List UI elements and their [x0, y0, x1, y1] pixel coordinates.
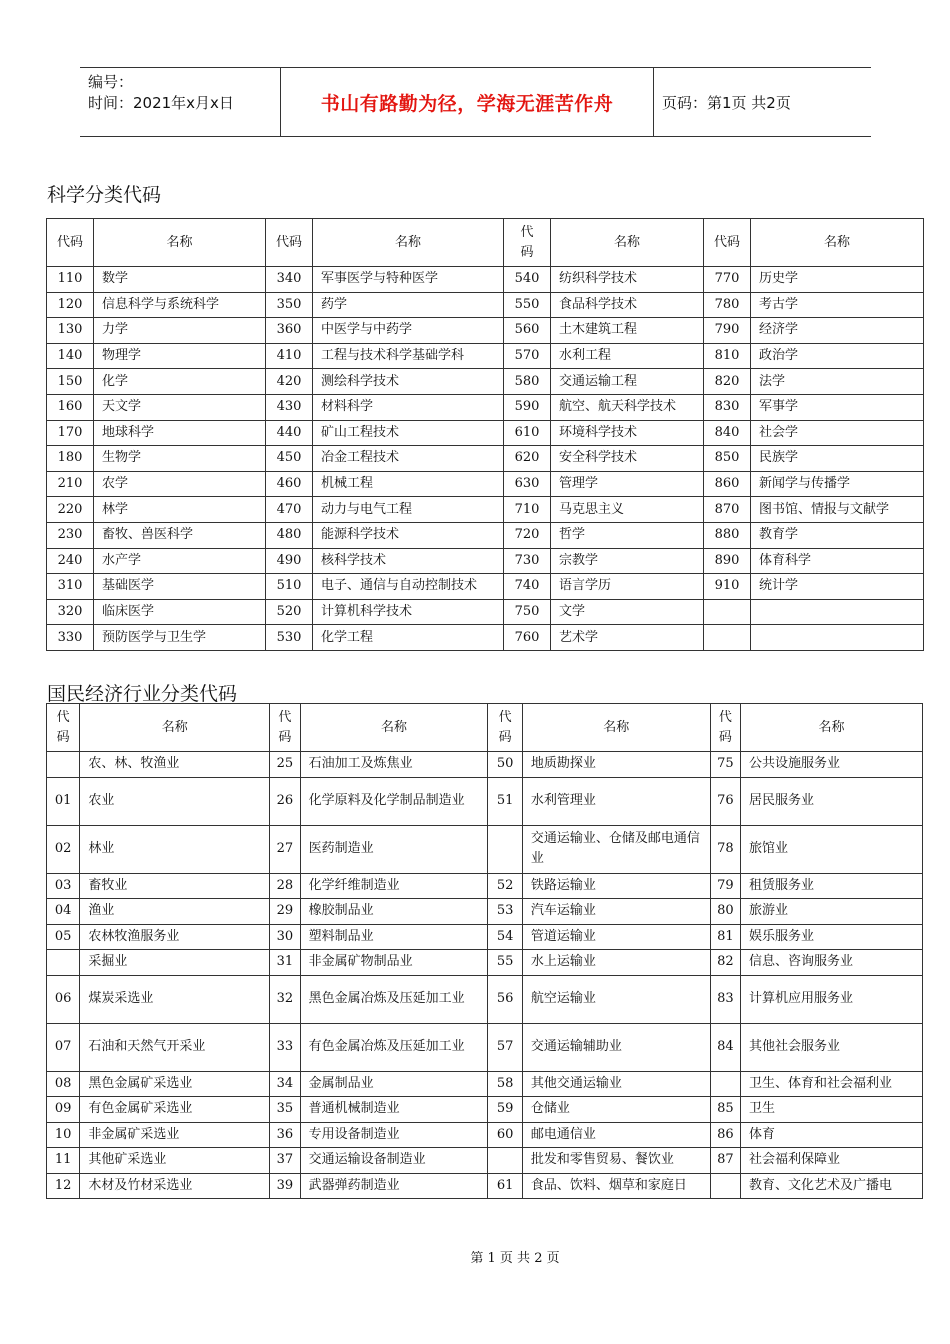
- code-cell: 12: [47, 1173, 80, 1199]
- name-cell: 核科学技术: [313, 548, 504, 574]
- name-cell: 租赁服务业: [741, 873, 923, 899]
- name-cell: 娱乐服务业: [741, 924, 923, 950]
- name-cell: 艺术学: [551, 625, 704, 651]
- code-cell: 530: [266, 625, 313, 651]
- header-name: 名称: [80, 704, 270, 752]
- name-cell: 工程与技术科学基础学科: [313, 343, 504, 369]
- table-row: [47, 497, 924, 523]
- name-cell: 航空运输业: [522, 975, 710, 1023]
- code-cell: 130: [47, 318, 94, 344]
- code-cell: 10: [47, 1122, 80, 1148]
- code-cell: 54: [488, 924, 522, 950]
- name-cell: 邮电通信业: [522, 1122, 710, 1148]
- name-cell: 医药制造业: [300, 825, 488, 873]
- code-cell: 56: [488, 975, 522, 1023]
- code-cell: 60: [488, 1122, 522, 1148]
- header-meta: [80, 68, 281, 136]
- industry-code-table: [46, 703, 923, 1199]
- code-cell: 340: [266, 267, 313, 293]
- name-cell: 统计学: [751, 574, 924, 600]
- code-cell: 06: [47, 975, 80, 1023]
- code-cell: 59: [488, 1097, 522, 1123]
- header-name: 名称: [94, 219, 266, 267]
- name-cell: 管理学: [551, 471, 704, 497]
- code-cell: 52: [488, 873, 522, 899]
- code-cell: 04: [47, 899, 80, 925]
- code-cell: [704, 625, 751, 651]
- number-label: 编号：: [88, 73, 134, 91]
- name-cell: 水利管理业: [522, 777, 710, 825]
- table-row: [47, 522, 924, 548]
- header-name: 名称: [300, 704, 488, 752]
- name-cell: 非金属矿物制品业: [300, 950, 488, 976]
- name-cell: 批发和零售贸易、餐饮业: [522, 1148, 710, 1174]
- name-cell: 中医学与中药学: [313, 318, 504, 344]
- code-cell: 86: [710, 1122, 740, 1148]
- name-cell: 水产学: [94, 548, 266, 574]
- code-cell: 11: [47, 1148, 80, 1174]
- name-cell: 有色金属冶炼及压延加工业: [300, 1023, 488, 1071]
- code-cell: 28: [270, 873, 300, 899]
- name-cell: 信息、咨询服务业: [741, 950, 923, 976]
- code-cell: 570: [504, 343, 551, 369]
- code-cell: 39: [270, 1173, 300, 1199]
- name-cell: 卫生: [741, 1097, 923, 1123]
- code-cell: 520: [266, 599, 313, 625]
- name-cell: 武器弹药制造业: [300, 1173, 488, 1199]
- code-cell: 750: [504, 599, 551, 625]
- code-cell: 630: [504, 471, 551, 497]
- table-row: [47, 318, 924, 344]
- code-cell: 81: [710, 924, 740, 950]
- name-cell: 卫生、体育和社会福利业: [741, 1071, 923, 1097]
- name-cell: 纺织科学技术: [551, 267, 704, 293]
- name-cell: 农、林、牧渔业: [80, 752, 270, 778]
- table-row: [47, 899, 923, 925]
- code-cell: 230: [47, 522, 94, 548]
- name-cell: 食品科学技术: [551, 292, 704, 318]
- code-cell: [710, 1173, 740, 1199]
- table-row: [47, 394, 924, 420]
- code-cell: 09: [47, 1097, 80, 1123]
- table-row: [47, 548, 924, 574]
- code-cell: 210: [47, 471, 94, 497]
- table-row: [47, 752, 923, 778]
- code-cell: 85: [710, 1097, 740, 1123]
- code-cell: 53: [488, 899, 522, 925]
- code-cell: 320: [47, 599, 94, 625]
- code-cell: 850: [704, 446, 751, 472]
- code-cell: 790: [704, 318, 751, 344]
- code-cell: 29: [270, 899, 300, 925]
- name-cell: 政治学: [751, 343, 924, 369]
- name-cell: 公共设施服务业: [741, 752, 923, 778]
- name-cell: 水上运输业: [522, 950, 710, 976]
- header-code: 代 码: [710, 704, 740, 752]
- name-cell: 宗教学: [551, 548, 704, 574]
- name-cell: 旅游业: [741, 899, 923, 925]
- name-cell: 交通运输辅助业: [522, 1023, 710, 1071]
- code-cell: 490: [266, 548, 313, 574]
- table-row: [47, 873, 923, 899]
- name-cell: [751, 599, 924, 625]
- name-cell: 新闻学与传播学: [751, 471, 924, 497]
- name-cell: 测绘科学技术: [313, 369, 504, 395]
- table-row: [47, 343, 924, 369]
- name-cell: 冶金工程技术: [313, 446, 504, 472]
- name-cell: 管道运输业: [522, 924, 710, 950]
- code-cell: 110: [47, 267, 94, 293]
- name-cell: 民族学: [751, 446, 924, 472]
- name-cell: 采掘业: [80, 950, 270, 976]
- name-cell: [751, 625, 924, 651]
- code-cell: 02: [47, 825, 80, 873]
- name-cell: 其他交通运输业: [522, 1071, 710, 1097]
- name-cell: 社会福利保障业: [741, 1148, 923, 1174]
- code-cell: 150: [47, 369, 94, 395]
- table-row: [47, 924, 923, 950]
- table-row: [47, 574, 924, 600]
- name-cell: 交通运输设备制造业: [300, 1148, 488, 1174]
- code-cell: 51: [488, 777, 522, 825]
- table-row: [47, 369, 924, 395]
- code-cell: 80: [710, 899, 740, 925]
- code-cell: 470: [266, 497, 313, 523]
- code-cell: 830: [704, 394, 751, 420]
- header-code: 代 码: [504, 219, 551, 267]
- name-cell: 橡胶制品业: [300, 899, 488, 925]
- name-cell: 渔业: [80, 899, 270, 925]
- table-header-row: [47, 704, 923, 752]
- table-row: [47, 777, 923, 825]
- name-cell: 能源科学技术: [313, 522, 504, 548]
- table-row: [47, 446, 924, 472]
- header-name: 名称: [551, 219, 704, 267]
- code-cell: 440: [266, 420, 313, 446]
- name-cell: 石油加工及炼焦业: [300, 752, 488, 778]
- name-cell: 物理学: [94, 343, 266, 369]
- code-cell: 08: [47, 1071, 80, 1097]
- code-cell: 34: [270, 1071, 300, 1097]
- code-cell: 760: [504, 625, 551, 651]
- code-cell: 880: [704, 522, 751, 548]
- code-cell: 460: [266, 471, 313, 497]
- name-cell: 基础医学: [94, 574, 266, 600]
- name-cell: 旅馆业: [741, 825, 923, 873]
- name-cell: 地质勘探业: [522, 752, 710, 778]
- header-page-label: 页码：第1页 共2页: [662, 93, 791, 112]
- name-cell: 林业: [80, 825, 270, 873]
- table-row: [47, 625, 924, 651]
- name-cell: 哲学: [551, 522, 704, 548]
- code-cell: 890: [704, 548, 751, 574]
- document-header: [80, 67, 871, 137]
- code-cell: 810: [704, 343, 751, 369]
- name-cell: 居民服务业: [741, 777, 923, 825]
- code-cell: 330: [47, 625, 94, 651]
- table-row: [47, 1071, 923, 1097]
- name-cell: 食品、饮料、烟草和家庭日: [522, 1173, 710, 1199]
- code-cell: 220: [47, 497, 94, 523]
- header-code: 代码: [704, 219, 751, 267]
- code-cell: 310: [47, 574, 94, 600]
- code-cell: 160: [47, 394, 94, 420]
- code-cell: 87: [710, 1148, 740, 1174]
- table-row: [47, 1173, 923, 1199]
- code-cell: 480: [266, 522, 313, 548]
- table-row: [47, 1122, 923, 1148]
- table-row: [47, 471, 924, 497]
- name-cell: 动力与电气工程: [313, 497, 504, 523]
- code-cell: 79: [710, 873, 740, 899]
- table-row: [47, 975, 923, 1023]
- code-cell: 27: [270, 825, 300, 873]
- code-cell: 30: [270, 924, 300, 950]
- name-cell: 安全科学技术: [551, 446, 704, 472]
- name-cell: 社会学: [751, 420, 924, 446]
- name-cell: 畜牧、兽医科学: [94, 522, 266, 548]
- code-cell: 83: [710, 975, 740, 1023]
- table-row: [47, 1148, 923, 1174]
- name-cell: 仓储业: [522, 1097, 710, 1123]
- code-cell: 26: [270, 777, 300, 825]
- name-cell: 军事医学与特种医学: [313, 267, 504, 293]
- code-cell: 55: [488, 950, 522, 976]
- code-cell: 35: [270, 1097, 300, 1123]
- name-cell: 其他社会服务业: [741, 1023, 923, 1071]
- table-row: [47, 1023, 923, 1071]
- code-cell: 620: [504, 446, 551, 472]
- code-cell: 240: [47, 548, 94, 574]
- code-cell: 910: [704, 574, 751, 600]
- page-footer: 第 1 页 共 2 页: [470, 1251, 560, 1266]
- name-cell: 考古学: [751, 292, 924, 318]
- name-cell: 力学: [94, 318, 266, 344]
- name-cell: 机械工程: [313, 471, 504, 497]
- code-cell: 580: [504, 369, 551, 395]
- code-cell: 860: [704, 471, 751, 497]
- table-row: [47, 1097, 923, 1123]
- name-cell: 军事学: [751, 394, 924, 420]
- code-cell: 410: [266, 343, 313, 369]
- code-cell: 01: [47, 777, 80, 825]
- name-cell: 计算机科学技术: [313, 599, 504, 625]
- name-cell: 文学: [551, 599, 704, 625]
- code-cell: 78: [710, 825, 740, 873]
- code-cell: 05: [47, 924, 80, 950]
- name-cell: 航空、航天科学技术: [551, 394, 704, 420]
- science-code-table: [46, 218, 924, 651]
- code-cell: 430: [266, 394, 313, 420]
- code-cell: 450: [266, 446, 313, 472]
- code-cell: 57: [488, 1023, 522, 1071]
- name-cell: 数学: [94, 267, 266, 293]
- name-cell: 木材及竹材采选业: [80, 1173, 270, 1199]
- code-cell: 84: [710, 1023, 740, 1071]
- table-row: [47, 825, 923, 873]
- code-cell: 510: [266, 574, 313, 600]
- name-cell: 体育科学: [751, 548, 924, 574]
- code-cell: 770: [704, 267, 751, 293]
- table-row: [47, 950, 923, 976]
- code-cell: 33: [270, 1023, 300, 1071]
- name-cell: 农业: [80, 777, 270, 825]
- code-cell: [47, 950, 80, 976]
- code-cell: 710: [504, 497, 551, 523]
- name-cell: 交通运输工程: [551, 369, 704, 395]
- code-cell: 61: [488, 1173, 522, 1199]
- name-cell: 教育学: [751, 522, 924, 548]
- name-cell: 教育、文化艺术及广播电: [741, 1173, 923, 1199]
- code-cell: [488, 825, 522, 873]
- name-cell: 农学: [94, 471, 266, 497]
- name-cell: 体育: [741, 1122, 923, 1148]
- name-cell: 药学: [313, 292, 504, 318]
- name-cell: 农林牧渔服务业: [80, 924, 270, 950]
- name-cell: 林学: [94, 497, 266, 523]
- code-cell: 32: [270, 975, 300, 1023]
- code-cell: 550: [504, 292, 551, 318]
- header-name: 名称: [522, 704, 710, 752]
- code-cell: 58: [488, 1071, 522, 1097]
- table-row: [47, 292, 924, 318]
- name-cell: 专用设备制造业: [300, 1122, 488, 1148]
- name-cell: 信息科学与系统科学: [94, 292, 266, 318]
- name-cell: 预防医学与卫生学: [94, 625, 266, 651]
- code-cell: [704, 599, 751, 625]
- name-cell: 有色金属矿采选业: [80, 1097, 270, 1123]
- name-cell: 天文学: [94, 394, 266, 420]
- name-cell: 金属制品业: [300, 1071, 488, 1097]
- header-code: 代 码: [488, 704, 522, 752]
- name-cell: 化学纤维制造业: [300, 873, 488, 899]
- code-cell: 870: [704, 497, 751, 523]
- code-cell: [47, 752, 80, 778]
- code-cell: 07: [47, 1023, 80, 1071]
- code-cell: 420: [266, 369, 313, 395]
- table-row: [47, 420, 924, 446]
- name-cell: 煤炭采选业: [80, 975, 270, 1023]
- name-cell: 化学原料及化学制品制造业: [300, 777, 488, 825]
- code-cell: 740: [504, 574, 551, 600]
- name-cell: 石油和天然气开采业: [80, 1023, 270, 1071]
- name-cell: 马克思主义: [551, 497, 704, 523]
- code-cell: 590: [504, 394, 551, 420]
- name-cell: 矿山工程技术: [313, 420, 504, 446]
- name-cell: 汽车运输业: [522, 899, 710, 925]
- name-cell: 图书馆、情报与文献学: [751, 497, 924, 523]
- name-cell: 其他矿采选业: [80, 1148, 270, 1174]
- section-title-science-codes: 科学分类代码: [47, 184, 162, 206]
- name-cell: 化学: [94, 369, 266, 395]
- name-cell: 交通运输业、仓储及邮电通信业: [522, 825, 710, 873]
- name-cell: 计算机应用服务业: [741, 975, 923, 1023]
- time-label: 时间：2021年x月x日: [88, 94, 234, 112]
- name-cell: 化学工程: [313, 625, 504, 651]
- header-code: 代 码: [47, 704, 80, 752]
- name-cell: 黑色金属冶炼及压延加工业: [300, 975, 488, 1023]
- code-cell: 360: [266, 318, 313, 344]
- code-cell: 610: [504, 420, 551, 446]
- section-title-industry-codes: 国民经济行业分类代码: [47, 683, 238, 705]
- name-cell: 黑色金属矿采选业: [80, 1071, 270, 1097]
- code-cell: 140: [47, 343, 94, 369]
- code-cell: 180: [47, 446, 94, 472]
- code-cell: 560: [504, 318, 551, 344]
- code-cell: 780: [704, 292, 751, 318]
- code-cell: 350: [266, 292, 313, 318]
- name-cell: 塑料制品业: [300, 924, 488, 950]
- code-cell: 720: [504, 522, 551, 548]
- code-cell: 76: [710, 777, 740, 825]
- code-cell: 37: [270, 1148, 300, 1174]
- table-row: [47, 267, 924, 293]
- code-cell: 120: [47, 292, 94, 318]
- header-code: 代 码: [270, 704, 300, 752]
- code-cell: 50: [488, 752, 522, 778]
- name-cell: 法学: [751, 369, 924, 395]
- name-cell: 环境科学技术: [551, 420, 704, 446]
- name-cell: 铁路运输业: [522, 873, 710, 899]
- code-cell: 840: [704, 420, 751, 446]
- name-cell: 临床医学: [94, 599, 266, 625]
- header-code: 代码: [266, 219, 313, 267]
- code-cell: 820: [704, 369, 751, 395]
- name-cell: 历史学: [751, 267, 924, 293]
- name-cell: 土木建筑工程: [551, 318, 704, 344]
- name-cell: 语言学历: [551, 574, 704, 600]
- header-name: 名称: [313, 219, 504, 267]
- header-name: 名称: [741, 704, 923, 752]
- code-cell: 170: [47, 420, 94, 446]
- code-cell: 36: [270, 1122, 300, 1148]
- table-row: [47, 599, 924, 625]
- code-cell: 31: [270, 950, 300, 976]
- code-cell: 25: [270, 752, 300, 778]
- name-cell: 经济学: [751, 318, 924, 344]
- header-name: 名称: [751, 219, 924, 267]
- header-code: 代码: [47, 219, 94, 267]
- name-cell: 地球科学: [94, 420, 266, 446]
- code-cell: 03: [47, 873, 80, 899]
- name-cell: 非金属矿采选业: [80, 1122, 270, 1148]
- code-cell: 75: [710, 752, 740, 778]
- code-cell: 730: [504, 548, 551, 574]
- name-cell: 普通机械制造业: [300, 1097, 488, 1123]
- name-cell: 电子、通信与自动控制技术: [313, 574, 504, 600]
- name-cell: 材料科学: [313, 394, 504, 420]
- code-cell: [710, 1071, 740, 1097]
- table-header-row: [47, 219, 924, 267]
- name-cell: 水利工程: [551, 343, 704, 369]
- header-motto: 书山有路勤为径，学海无涯苦作舟: [281, 68, 654, 136]
- name-cell: 畜牧业: [80, 873, 270, 899]
- code-cell: 540: [504, 267, 551, 293]
- code-cell: 82: [710, 950, 740, 976]
- code-cell: [488, 1148, 522, 1174]
- name-cell: 生物学: [94, 446, 266, 472]
